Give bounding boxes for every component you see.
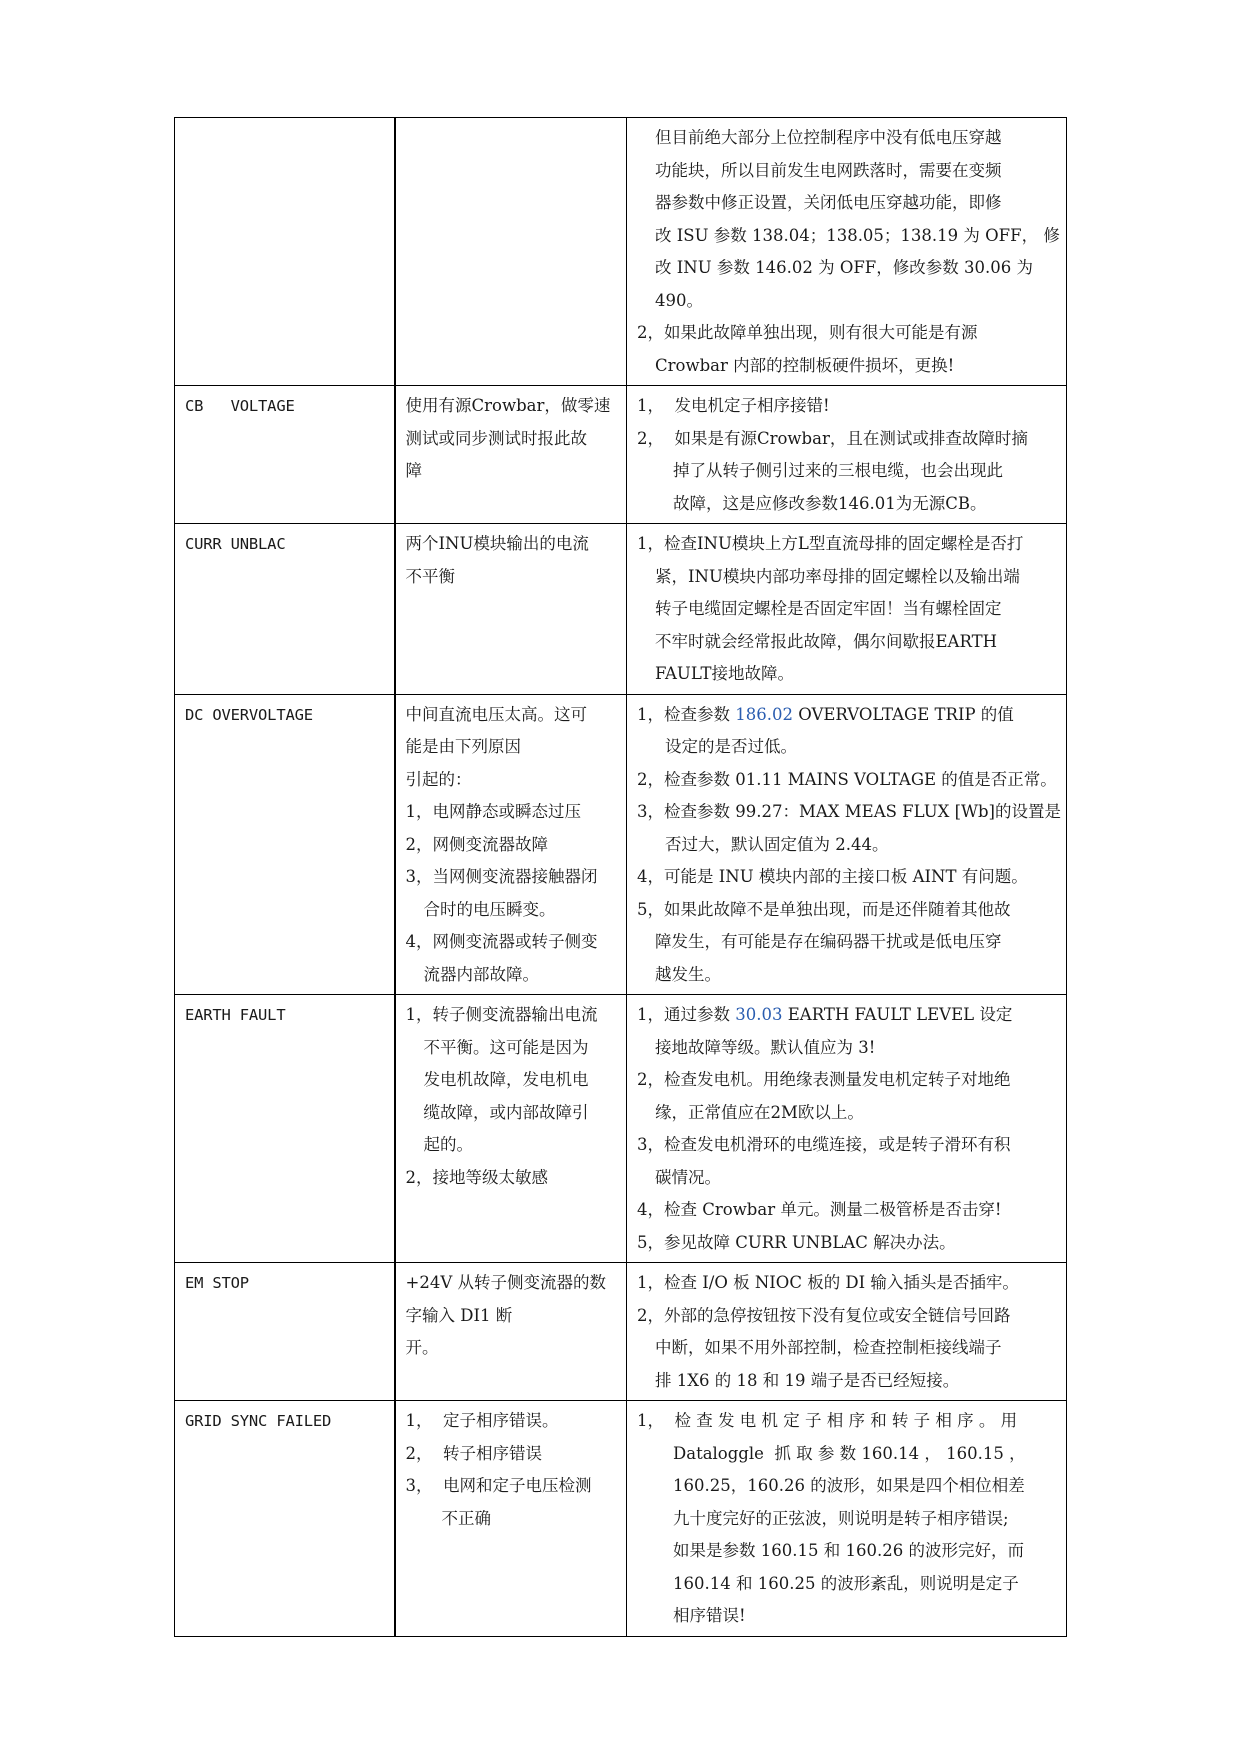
solution-line: 2，如果此故障单独出现，则有很大可能是有源 bbox=[637, 323, 978, 342]
fault-table bbox=[174, 117, 1067, 1637]
fault-cause-cell bbox=[395, 1263, 627, 1401]
solution-line: 如果是参数 160.15 和 160.26 的波形完好，而 bbox=[673, 1541, 1024, 1560]
solution-line: FAULT接地故障。 bbox=[655, 664, 794, 683]
cause-line: 不平衡 bbox=[405, 566, 455, 586]
cause-line: 2， 转子相序错误 bbox=[405, 1443, 542, 1463]
table-row bbox=[175, 1401, 1067, 1637]
fault-code-cell bbox=[175, 118, 395, 386]
solution-suffix: OVERVOLTAGE TRIP 的值 bbox=[792, 704, 1014, 724]
fault-code: DC OVERVOLTAGE bbox=[185, 705, 313, 724]
solution-line bbox=[637, 699, 1060, 732]
cause-line: 1， 定子相序错误。 bbox=[405, 1411, 559, 1430]
solution-line bbox=[637, 999, 1060, 1032]
cause-line: 缆故障，或内部故障引 bbox=[423, 1102, 589, 1122]
solution-line: 改 ISU 参数 138.04；138.05；138.19 为 OFF， 修 bbox=[655, 225, 1060, 245]
fault-code-cell bbox=[175, 524, 395, 695]
solution-line: 相序错误! bbox=[673, 1606, 746, 1625]
fault-solution-cell bbox=[627, 118, 1067, 386]
fault-cause-cell bbox=[395, 995, 627, 1263]
solution-line: 2，外部的急停按钮按下没有复位或安全链信号回路 bbox=[637, 1305, 1011, 1325]
solution-line: 器参数中修正设置，关闭低电压穿越功能，即修 bbox=[655, 193, 1002, 212]
solution-line: 1， 发电机定子相序接错! bbox=[637, 396, 830, 415]
fault-cause-cell bbox=[395, 386, 627, 524]
fault-code-cell bbox=[175, 995, 395, 1263]
solution-line: 否过大，默认固定值为 2.44。 bbox=[665, 834, 889, 854]
solution-line: 不牢时就会经常报此故障，偶尔间歇报EARTH bbox=[655, 631, 997, 651]
solution-line: 3，检查发电机滑环的电缆连接，或是转子滑环有积 bbox=[637, 1135, 1011, 1154]
cause-line: 开。 bbox=[405, 1338, 439, 1357]
fault-solution-cell bbox=[627, 995, 1067, 1263]
cause-line: 合时的电压瞬变。 bbox=[423, 899, 556, 919]
solution-line: 改 INU 参数 146.02 为 OFF，修改参数 30.06 为 bbox=[655, 258, 1033, 277]
solution-line: 160.25，160.26 的波形，如果是四个相位相差 bbox=[673, 1476, 1025, 1495]
cause-line: 2，网侧变流器故障 bbox=[405, 834, 548, 854]
cause-line: 引起的： bbox=[405, 769, 472, 789]
solution-line: 2，检查参数 01.11 MAINS VOLTAGE 的值是否正常。 bbox=[637, 769, 1057, 789]
cause-line: 流器内部故障。 bbox=[423, 964, 539, 984]
table-row bbox=[175, 1263, 1067, 1401]
solution-line: 1， 检 查 发 电 机 定 子 相 序 和 转 子 相 序 。 用 bbox=[637, 1411, 1018, 1430]
solution-line: 设定的是否过低。 bbox=[665, 737, 797, 756]
solution-line: 中断，如果不用外部控制，检查控制柜接线端子 bbox=[655, 1338, 1002, 1357]
solution-line: 掉了从转子侧引过来的三根电缆，也会出现此 bbox=[673, 461, 1003, 480]
fault-code: GRID SYNC FAILED bbox=[185, 1412, 332, 1430]
cause-line: 起的。 bbox=[423, 1135, 473, 1154]
fault-code-cell bbox=[175, 1263, 395, 1401]
solution-line: 5，参见故障 CURR UNBLAC 解决办法。 bbox=[637, 1232, 956, 1252]
solution-line: 但目前绝大部分上位控制程序中没有低电压穿越 bbox=[655, 128, 1002, 147]
solution-prefix: 1，通过参数 bbox=[637, 1005, 736, 1024]
fault-cause-cell bbox=[395, 694, 627, 995]
solution-line: 5，如果此故障不是单独出现，而是还伴随着其他故 bbox=[637, 899, 1011, 919]
cause-line: 能是由下列原因 bbox=[405, 737, 521, 756]
solution-line: Dataloggle 抓 取 参 数 160.14 ， 160.15 ， bbox=[673, 1443, 1026, 1463]
cause-line: 4，网侧变流器或转子侧变 bbox=[405, 932, 598, 951]
fault-code-cell bbox=[175, 694, 395, 995]
cause-line: 3， 电网和定子电压检测 bbox=[405, 1476, 592, 1495]
fault-code: CURR UNBLAC bbox=[185, 535, 286, 553]
cause-line: 发电机故障，发电机电 bbox=[423, 1070, 589, 1089]
fault-code: EARTH FAULT bbox=[185, 1006, 286, 1024]
fault-cause-cell bbox=[395, 524, 627, 695]
cause-line: 1，转子侧变流器输出电流 bbox=[405, 1005, 598, 1024]
cause-line: 两个INU模块输出的电流 bbox=[405, 534, 589, 553]
solution-line: 九十度完好的正弦波，则说明是转子相序错误; bbox=[673, 1508, 1009, 1528]
table-row bbox=[175, 386, 1067, 524]
solution-line: 160.14 和 160.25 的波形紊乱，则说明是定子 bbox=[673, 1573, 1019, 1593]
fault-code: CB VOLTAGE bbox=[185, 397, 295, 415]
table-row bbox=[175, 118, 1067, 386]
fault-code-cell bbox=[175, 1401, 395, 1637]
solution-line: 490。 bbox=[655, 290, 703, 310]
cause-line: 使用有源Crowbar，做零速 bbox=[405, 396, 611, 415]
solution-suffix: EARTH FAULT LEVEL 设定 bbox=[782, 1005, 1013, 1024]
solution-line: 4，可能是 INU 模块内部的主接口板 AINT 有问题。 bbox=[637, 867, 1028, 886]
fault-cause-cell bbox=[395, 118, 627, 386]
solution-line: 1，检查INU模块上方L型直流母排的固定螺栓是否打 bbox=[637, 534, 1024, 553]
solution-line: 2，检查发电机。用绝缘表测量发电机定转子对地绝 bbox=[637, 1070, 1011, 1089]
cause-line: +24V 从转子侧变流器的数 bbox=[405, 1273, 606, 1292]
solution-line: 3，检查参数 99.27：MAX MEAS FLUX [Wb]的设置是 bbox=[637, 802, 1061, 821]
solution-line: 紧，INU模块内部功率母排的固定螺栓以及输出端 bbox=[655, 566, 1020, 586]
cause-line: 中间直流电压太高。这可 bbox=[405, 704, 587, 724]
table-row bbox=[175, 694, 1067, 995]
solution-line: 障发生，有可能是存在编码器干扰或是低电压穿 bbox=[655, 932, 1002, 951]
solution-line: 转子电缆固定螺栓是否固定牢固！当有螺栓固定 bbox=[655, 599, 1002, 618]
fault-solution-cell bbox=[627, 694, 1067, 995]
fault-solution-cell bbox=[627, 1401, 1067, 1637]
param-number: 30.03 bbox=[735, 1005, 783, 1024]
fault-code-cell bbox=[175, 386, 395, 524]
cause-line: 测试或同步测试时报此故 bbox=[405, 428, 587, 448]
solution-line: 功能块，所以目前发生电网跌落时，需要在变频 bbox=[655, 160, 1002, 180]
solution-line: Crowbar 内部的控制板硬件损坏，更换! bbox=[655, 355, 955, 375]
solution-line: 故障，这是应修改参数146.01为无源CB。 bbox=[673, 493, 987, 513]
cause-line: 不平衡。这可能是因为 bbox=[423, 1037, 589, 1057]
solution-prefix: 1，检查参数 bbox=[637, 704, 736, 724]
table-row bbox=[175, 524, 1067, 695]
table-row bbox=[175, 995, 1067, 1263]
fault-solution-cell bbox=[627, 386, 1067, 524]
solution-line: 越发生。 bbox=[655, 964, 721, 984]
cause-line: 障 bbox=[405, 461, 422, 480]
solution-line: 排 1X6 的 18 和 19 端子是否已经短接。 bbox=[655, 1370, 960, 1390]
solution-line: 碳情况。 bbox=[655, 1167, 721, 1187]
param-number: 186.02 bbox=[735, 704, 793, 724]
solution-line: 4，检查 Crowbar 单元。测量二极管桥是否击穿! bbox=[637, 1200, 1002, 1219]
solution-line: 1，检查 I/O 板 NIOC 板的 DI 输入插头是否插牢。 bbox=[637, 1273, 1019, 1292]
solution-line: 缘，正常值应在2M欧以上。 bbox=[655, 1102, 864, 1122]
cause-line: 1，电网静态或瞬态过压 bbox=[405, 802, 581, 821]
fault-solution-cell bbox=[627, 1263, 1067, 1401]
solution-line: 2， 如果是有源Crowbar，且在测试或排查故障时摘 bbox=[637, 428, 1028, 448]
fault-cause-cell bbox=[395, 1401, 627, 1637]
cause-line: 3，当网侧变流器接触器闭 bbox=[405, 867, 598, 886]
cause-line: 2，接地等级太敏感 bbox=[405, 1167, 548, 1187]
cause-line: 不正确 bbox=[441, 1508, 491, 1528]
fault-solution-cell bbox=[627, 524, 1067, 695]
fault-code: EM STOP bbox=[185, 1274, 249, 1292]
cause-line: 字输入 DI1 断 bbox=[405, 1305, 513, 1325]
solution-line: 接地故障等级。默认值应为 3! bbox=[655, 1037, 876, 1057]
